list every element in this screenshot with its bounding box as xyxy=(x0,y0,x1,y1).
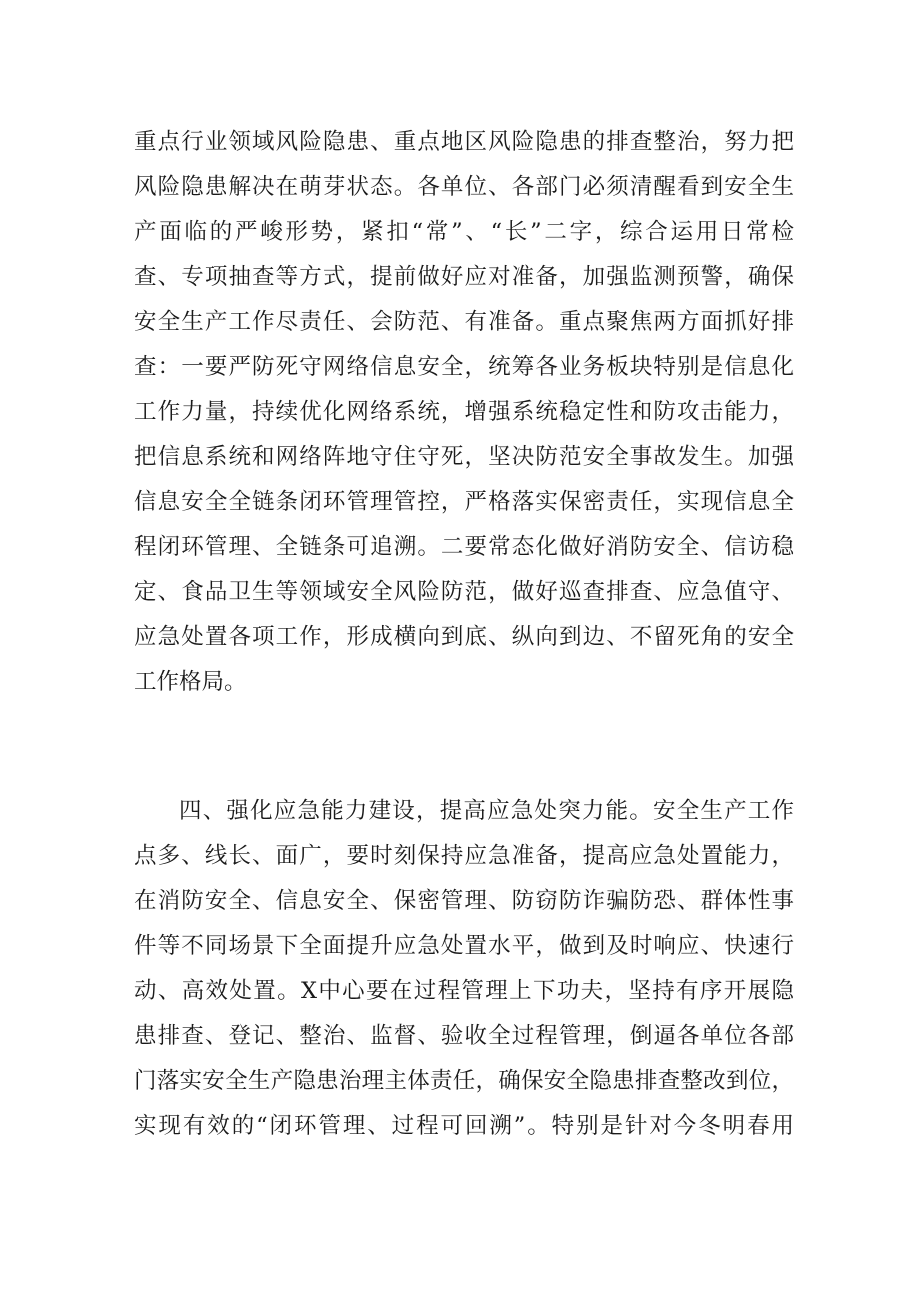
paragraph-line: 查、专项抽查等方式，提前做好应对准备，加强监测预警，确保 xyxy=(134,264,794,290)
paragraph-1 xyxy=(134,120,794,705)
paragraph-line: 动、高效处置。X中心要在过程管理上下功夫，坚持有序开展隐 xyxy=(134,978,794,1004)
paragraph-line: 件等不同场景下全面提升应急处置水平，做到及时响应、快速行 xyxy=(134,933,794,959)
paragraph-line: 门落实安全生产隐患治理主体责任，确保安全隐患排查整改到位， xyxy=(134,1068,794,1094)
paragraph-line: 定、食品卫生等领域安全风险防范，做好巡查排查、应急值守、 xyxy=(134,579,794,605)
paragraph-line: 信息安全全链条闭环管理管控，严格落实保密责任，实现信息全 xyxy=(134,489,794,515)
paragraph-line: 工作格局。 xyxy=(134,669,247,695)
paragraph-line: 程闭环管理、全链条可追溯。二要常态化做好消防安全、信访稳 xyxy=(134,534,794,560)
paragraph-line: 产面临的严峻形势，紧扣“常”、“长”二字，综合运用日常检 xyxy=(134,219,794,245)
paragraph-line: 把信息系统和网络阵地守住守死，坚决防范安全事故发生。加强 xyxy=(134,444,794,470)
paragraph-line: 工作力量，持续优化网络系统，增强系统稳定性和防攻击能力， xyxy=(134,399,794,425)
paragraph-line: 点多、线长、面广，要时刻保持应急准备，提高应急处置能力， xyxy=(134,843,794,869)
paragraph-line: 查：一要严防死守网络信息安全，统筹各业务板块特别是信息化 xyxy=(134,354,794,380)
paragraph-line: 安全生产工作尽责任、会防范、有准备。重点聚焦两方面抓好排 xyxy=(134,309,794,335)
paragraph-2 xyxy=(134,789,794,1149)
paragraph-line: 应急处置各项工作，形成横向到底、纵向到边、不留死角的安全 xyxy=(134,624,794,650)
paragraph-line: 在消防安全、信息安全、保密管理、防窃防诈骗防恐、群体性事 xyxy=(134,888,794,914)
section-heading-line: 四、强化应急能力建设，提高应急处突力能。安全生产工作 xyxy=(179,798,794,824)
paragraph-line: 患排查、登记、整治、监督、验收全过程管理，倒逼各单位各部 xyxy=(134,1023,794,1049)
paragraph-line: 实现有效的“闭环管理、过程可回溯”。特别是针对今冬明春用 xyxy=(134,1113,794,1139)
paragraph-line: 风险隐患解决在萌芽状态。各单位、各部门必须清醒看到安全生 xyxy=(134,174,794,200)
paragraph-line: 重点行业领域风险隐患、重点地区风险隐患的排查整治，努力把 xyxy=(134,129,794,155)
